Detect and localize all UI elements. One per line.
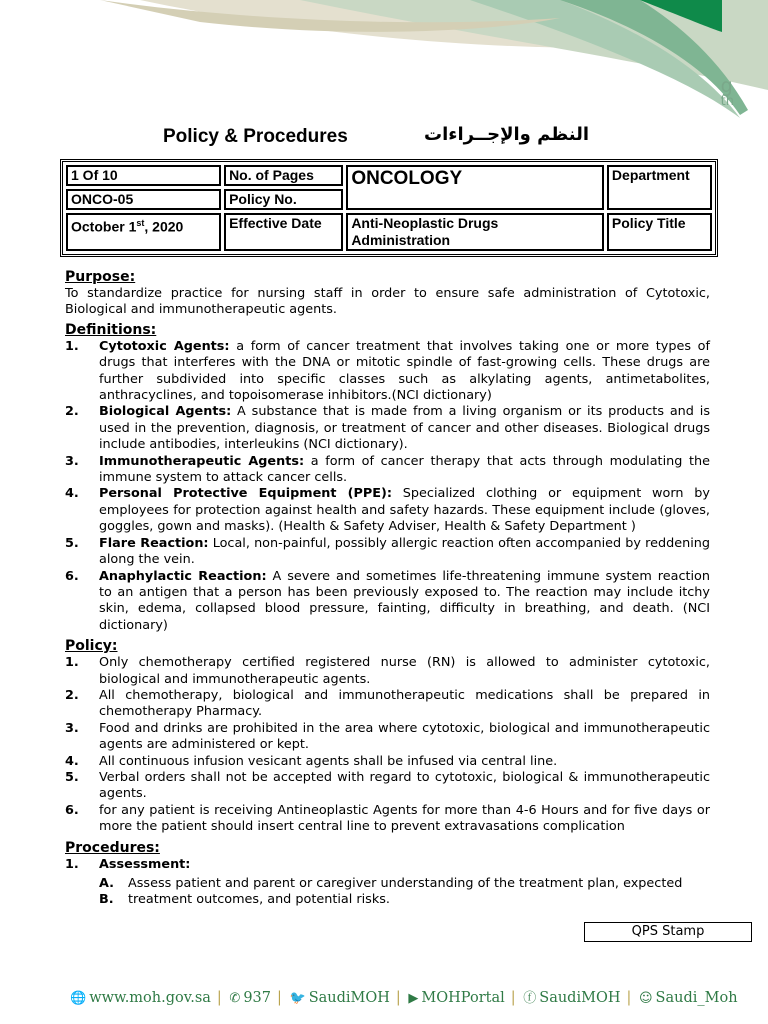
policy-title-label: Policy Title xyxy=(607,213,712,251)
header-swoosh-graphic xyxy=(0,0,768,130)
list-item: 4. Personal Protective Equipment (PPE): Specialized clothing or equipment worn by employees for protection against health and safety hazards. These equipment include (gloves, goggles, gown and masks). (Health & Safety Adviser, Health & Safety Department ) xyxy=(65,486,710,535)
list-item: 6. for any patient is receiving Antineoplastic Agents for more than 4-6 Hours and for five days or more the patient should insert central line to prevent extravasations complication xyxy=(65,802,710,835)
effective-date-label: Effective Date xyxy=(224,213,343,251)
youtube-handle[interactable]: MOHPortal xyxy=(421,990,505,1006)
pages-value: 1 Of 10 xyxy=(66,165,221,186)
purpose-heading: Purpose: xyxy=(65,269,136,285)
footer-separator: | xyxy=(510,990,516,1006)
policy-title-value: Anti-Neoplastic Drugs Administration xyxy=(346,213,604,251)
department-value: ONCOLOGY xyxy=(346,165,604,210)
list-item: 2. All chemotherapy, biological and immunotherapeutic medications shall be prepared in chemotherapy Pharmacy. xyxy=(65,687,710,720)
list-item: 5. Verbal orders shall not be accepted with regard to cytotoxic, biological & immunotherapeutic agents. xyxy=(65,769,710,802)
footer-separator: | xyxy=(626,990,632,1006)
definitions-heading: Definitions: xyxy=(65,321,157,338)
list-item: A. Assess patient and parent or caregiver understanding of the treatment plan, expected xyxy=(99,876,683,891)
page-title: Policy & Procedures xyxy=(163,126,348,147)
procedures-list xyxy=(65,857,710,873)
footer-separator: | xyxy=(277,990,282,1006)
list-item: B. treatment outcomes, and potential risks. xyxy=(99,892,390,908)
list-item: 6. Anaphylactic Reaction: A severe and sometimes life-threatening immune system reaction to an antigen that a person has been previously exposed to. The reaction may include itchy skin, edema, collapsed blood pressure, fainting, difficulty in breathing, and death. (NCI dictionary) xyxy=(65,568,710,633)
list-item: 1. Assessment: xyxy=(65,856,191,872)
footer-separator: | xyxy=(395,990,401,1006)
pages-label: No. of Pages xyxy=(224,165,343,186)
twitter-handle[interactable]: SaudiMOH xyxy=(308,990,390,1006)
facebook-icon: ⓕ xyxy=(523,991,537,1006)
website-link[interactable]: www.moh.gov.sa xyxy=(89,990,211,1006)
document-body xyxy=(65,268,710,909)
list-item: 5. Flare Reaction: Local, non-painful, possibly allergic reaction often accompanied by reddening along the vein. xyxy=(65,535,710,568)
list-item: 4. All continuous infusion vesicant agents shall be infused via central line. xyxy=(65,753,558,769)
footer-separator: | xyxy=(216,990,222,1006)
purpose-text: To standardize practice for nursing staff in order to ensure safe administration of Cytotoxic, Biological and immunotherapeutic agents. xyxy=(65,286,710,318)
list-item: 2. Biological Agents: A substance that is made from a living organism or its products and is used in the prevention, diagnosis, or treatment of cancer and other diseases. Biological drugs include antibodies, interleukins (NCI dictionary). xyxy=(65,404,710,453)
assessment-sublist xyxy=(65,876,710,909)
policy-list xyxy=(65,655,710,835)
list-item: 3. Immunotherapeutic Agents: a form of cancer therapy that acts through modulating the immune system to attack cancer cells. xyxy=(65,453,711,486)
list-item: 1. Cytotoxic Agents: a form of cancer treatment that involves taking one or more types of drugs that interferes with the DNA or mitotic spindle of fast-growing cells. These drugs are further subdivided into specific classes such as alkylating agents, antimetabolites, anthracyclines, and topoisomerase inhibitors.(NCI dictionary) xyxy=(65,338,710,404)
list-item: 1. Only chemotherapy certified registered nurse (RN) is allowed to administer cytotoxic, biological and immunotherapeutic agents. xyxy=(65,655,710,687)
youtube-icon: ▶ xyxy=(408,991,419,1006)
twitter-icon: 🐦 xyxy=(289,991,306,1006)
definitions-list xyxy=(65,339,710,634)
policy-no-label: Policy No. xyxy=(224,189,343,210)
policy-no-value: ONCO-05 xyxy=(66,189,221,210)
brand-fragment: g th xyxy=(720,75,734,109)
snapchat-handle[interactable]: Saudi_Moh xyxy=(655,990,738,1006)
list-item: 3. Food and drinks are prohibited in the area where cytotoxic, biological and immunotherapeutic agents are administered or kept. xyxy=(65,720,710,753)
phone-number[interactable]: 937 xyxy=(243,990,272,1006)
facebook-handle[interactable]: SaudiMOH xyxy=(539,990,621,1006)
policy-heading: Policy: xyxy=(65,638,118,655)
qps-stamp-box: QPS Stamp xyxy=(584,922,752,942)
phone-icon: ✆ xyxy=(229,991,241,1006)
effective-date-value: October 1st, 2020 xyxy=(66,213,221,251)
policy-info-table xyxy=(60,159,718,257)
page-title-arabic: النظم والإجــراءات xyxy=(424,124,590,145)
footer-contacts xyxy=(70,987,741,1006)
department-label: Department xyxy=(607,165,712,210)
snapchat-icon: ☺ xyxy=(638,991,653,1006)
procedures-heading: Procedures: xyxy=(65,839,160,856)
globe-icon: 🌐 xyxy=(70,991,87,1006)
